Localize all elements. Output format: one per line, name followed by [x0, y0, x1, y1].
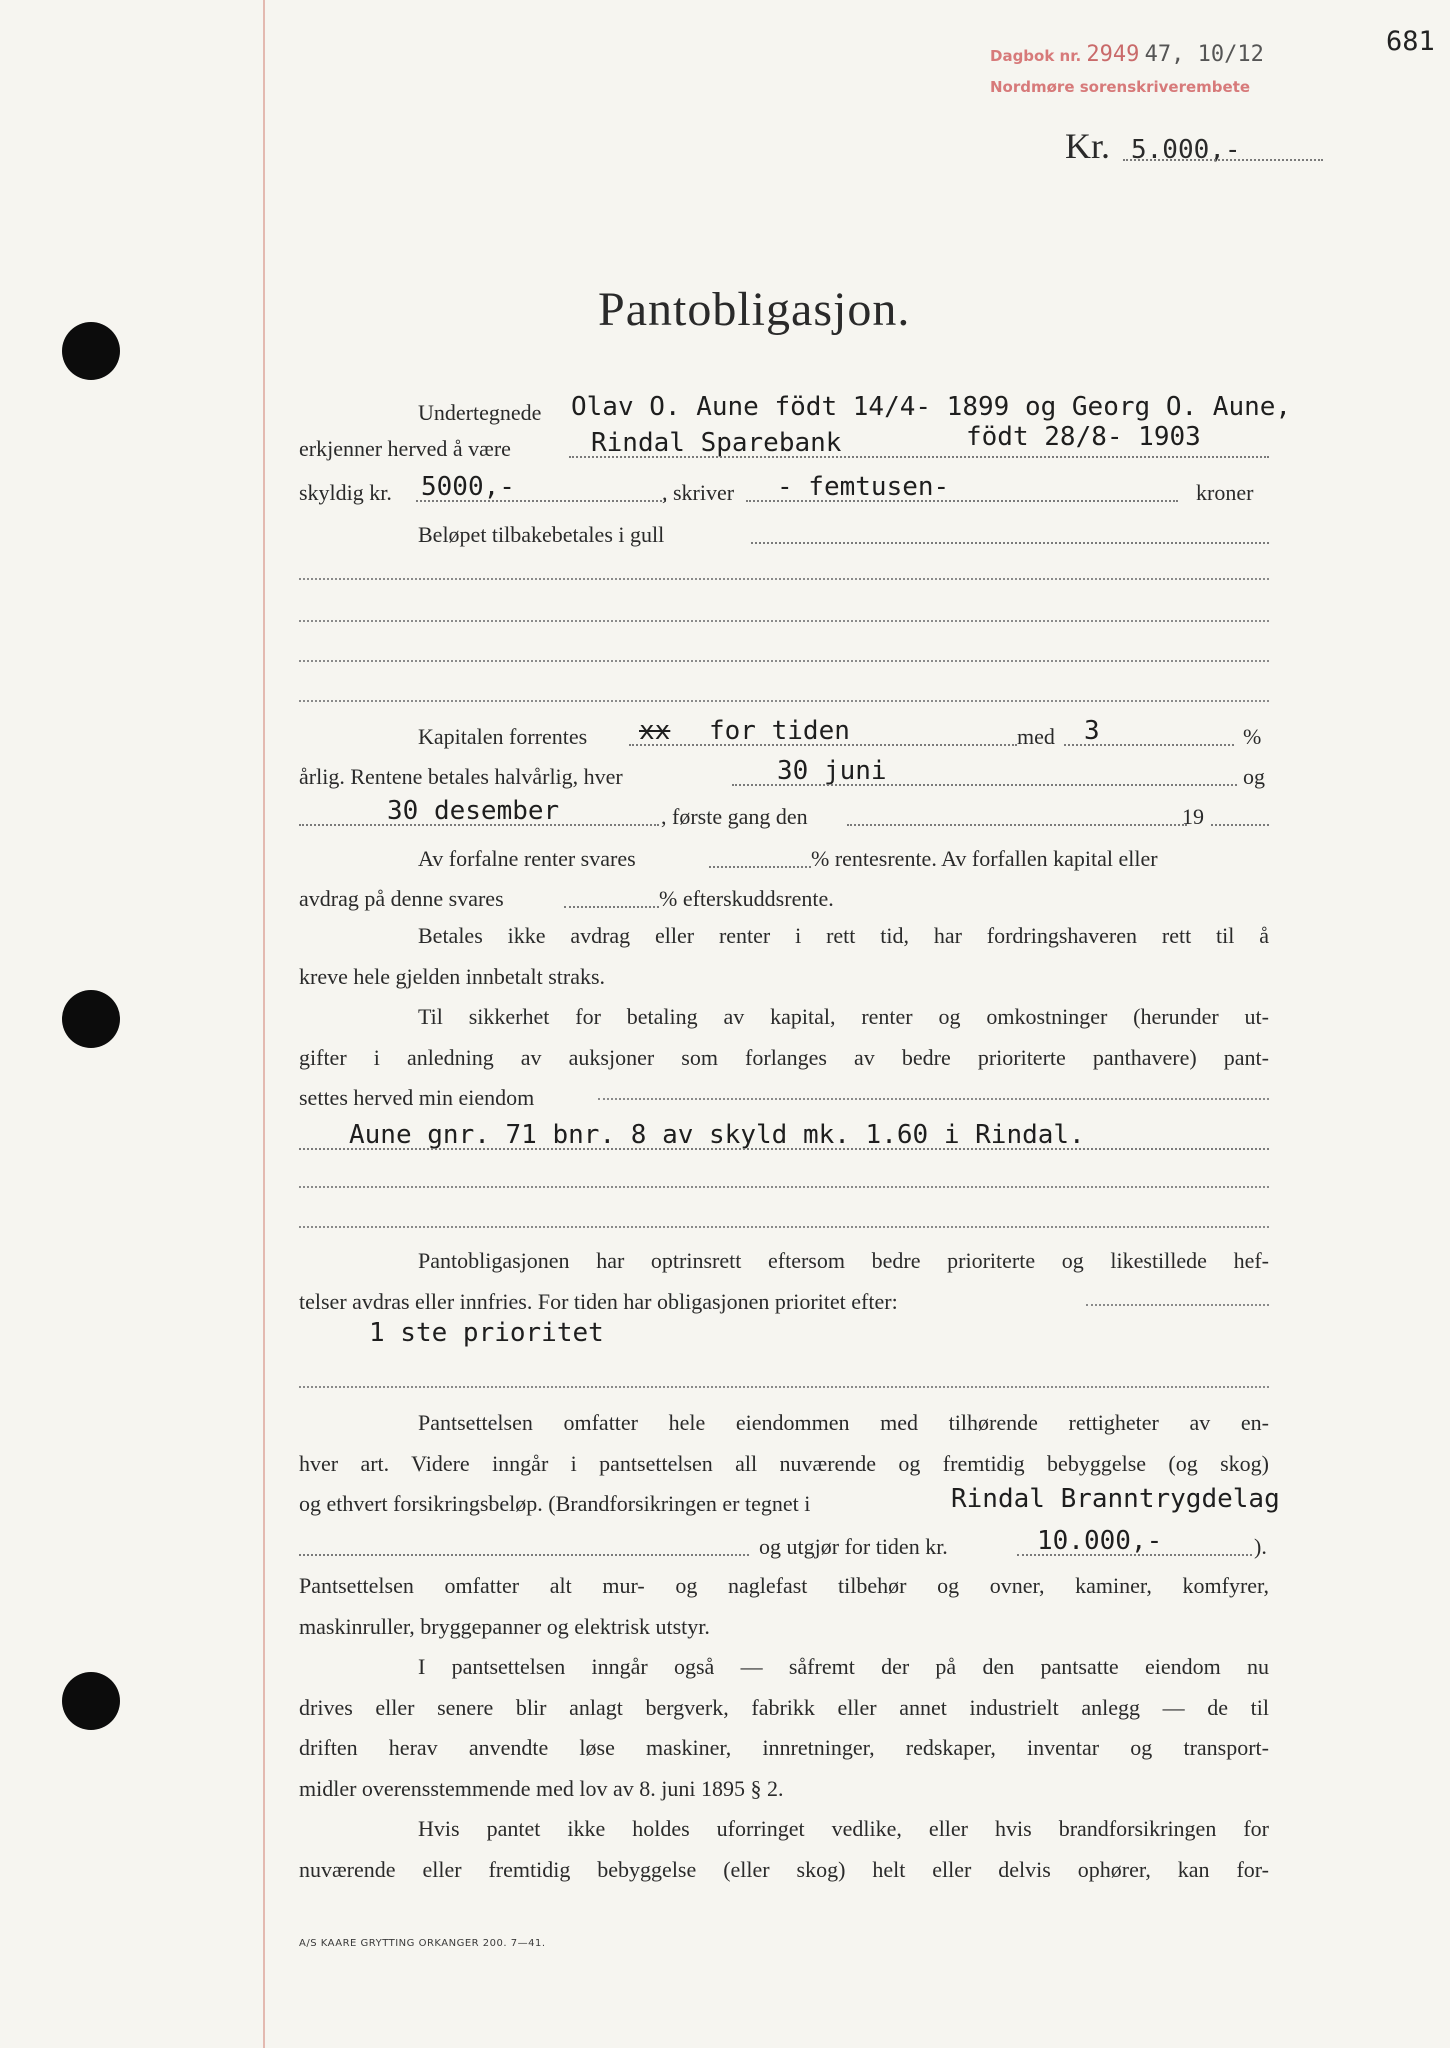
blank-rule: [299, 660, 1269, 662]
paragraph-row: Til sikkerhet for betaling av kapital, renter og omkostninger (herunder ut-: [418, 1004, 1269, 1029]
debtor-value: Olav O. Aune födt 14/4- 1899 og Georg O. Aune,: [571, 392, 1292, 422]
debt-words-label: , skriver: [662, 480, 735, 505]
first-payment-year: 19: [1182, 804, 1204, 829]
blank-rule: [299, 700, 1269, 702]
overdue-text-2a: avdrag på denne svares: [299, 886, 504, 911]
amount-dots: [1123, 159, 1323, 161]
blank-rule: [299, 1386, 1269, 1388]
creditor-extra: födt 28/8- 1903: [966, 422, 1201, 452]
paragraph-row: nuværende eller fremtidig bebyggelse (eller skog) helt eller delvis ophører, kan for-: [299, 1856, 1269, 1882]
amount-value: 5.000,-: [1131, 135, 1241, 165]
interest-value: for tiden: [709, 716, 850, 746]
blank-rule: [299, 1186, 1269, 1188]
repayment-label: Beløpet tilbakebetales i gull: [418, 522, 665, 547]
insurance-close: ).: [1254, 1534, 1267, 1559]
property-line: [299, 1120, 1269, 1160]
paragraph-row: kreve hele gjelden innbetalt straks.: [299, 963, 606, 989]
interest-percent: %: [1243, 724, 1262, 749]
stamp-prefix: Dagbok nr.: [990, 47, 1082, 65]
paragraph-row: settes herved min eiendom: [299, 1085, 535, 1110]
overdue-text-1b: % rentesrente. Av forfallen kapital eller: [811, 846, 1158, 871]
paragraph-row: telser avdras eller innfries. For tiden har obligasjonen prioritet efter:: [299, 1288, 898, 1314]
registry-stamp: [990, 42, 1264, 67]
interest-date2: 30 desember: [387, 796, 560, 826]
printer-imprint: A/S KAARE GRYTTING ORKANGER 200. 7—41.: [299, 1938, 546, 1949]
amount: [1065, 125, 1241, 167]
punch-hole: [62, 322, 120, 380]
blank-rule: [299, 578, 1269, 580]
insurer-line: [299, 1478, 1280, 1518]
punch-hole: [62, 1672, 120, 1730]
debt-value: 5000,-: [421, 472, 515, 502]
interest-payment-label: årlig. Rentene betales halvårlig, hver: [299, 764, 623, 789]
blank-rule: [299, 620, 1269, 622]
debtor-label: Undertegnede: [418, 400, 542, 425]
paragraph-row: hver art. Videre inngår i pantsettelsen all nuværende og fremtidig bebyggelse (og skog): [299, 1450, 1269, 1476]
property-value: Aune gnr. 71 bnr. 8 av skyld mk. 1.60 i Rindal.: [349, 1120, 1085, 1150]
margin-rule: [263, 0, 265, 2048]
amount-label: Kr.: [1065, 126, 1110, 166]
interest-struck: xx: [639, 716, 671, 746]
punch-hole: [62, 990, 120, 1048]
priority-value-line: [299, 1318, 1269, 1358]
paragraph-row: Pantsettelsen omfatter hele eiendommen med tilhørende rettigheter av en-: [418, 1410, 1269, 1435]
document-title: Pantobligasjon.: [598, 283, 911, 336]
paragraph-row: Betales ikke avdrag eller renter i rett tid, har fordringshaveren rett til å: [418, 923, 1269, 948]
paragraph-row: midler overensstemmende med lov av 8. juni 1895 § 2.: [299, 1775, 784, 1801]
priority-paragraph: [299, 1241, 1269, 1322]
interest-payment-line: [299, 756, 1269, 796]
paragraph-row: gifter i anledning av auksjoner som forlanges av bedre prioriterte panthavere) pant-: [299, 1044, 1269, 1070]
overdue-text-1a: Av forfalne renter svares: [418, 846, 636, 871]
creditor-label: erkjenner herved å være: [299, 436, 511, 461]
stamp-office: Nordmøre sorenskriverembete: [990, 78, 1251, 96]
creditor-value: Rindal Sparebank: [591, 428, 842, 458]
overdue-line-1: [299, 838, 1269, 878]
paragraph-row: maskinruller, bryggepanner og elektrisk utstyr.: [299, 1613, 710, 1639]
creditor-line: [299, 422, 1269, 468]
paragraph-row: drives eller senere blir anlagt bergverk, fabrikk eller annet industrielt anlegg — de til: [299, 1694, 1269, 1720]
interest-date1: 30 juni: [777, 756, 887, 786]
insurance-value: 10.000,-: [1037, 1526, 1163, 1556]
property-rule: [598, 1098, 1269, 1100]
stamp-number: 2949: [1086, 42, 1140, 67]
overdue-line-2: [299, 878, 1269, 918]
first-payment-label: , første gang den: [661, 804, 808, 829]
insurance-label: og utgjør for tiden kr.: [759, 1534, 948, 1559]
default-paragraph: [299, 916, 1269, 997]
priority-value: 1 ste prioritet: [369, 1318, 604, 1348]
maintenance-paragraph: [299, 1809, 1269, 1890]
debt-line: [299, 472, 1269, 512]
paragraph-row: I pantsettelsen inngår også — såfremt der på den pantsatte eiendom nu: [418, 1654, 1269, 1679]
paragraph-row: Hvis pantet ikke holdes uforringet vedlike, eller hvis brandforsikringen for: [418, 1816, 1269, 1841]
first-payment-line: [299, 796, 1269, 836]
security-paragraph: [299, 997, 1269, 1119]
stamp-date: 47, 10/12: [1144, 42, 1264, 67]
insurance-line: [299, 1526, 1269, 1566]
priority-rule: [1086, 1304, 1269, 1306]
paragraph-row: Pantsettelsen omfatter alt mur- og naglefast tilbehør og ovner, kaminer, komfyrer,: [299, 1573, 1269, 1598]
debt-label: skyldig kr.: [299, 480, 392, 505]
industry-paragraph: [299, 1647, 1269, 1809]
overdue-text-2b: % efterskuddsrente.: [659, 886, 834, 911]
debt-currency: kroner: [1196, 480, 1254, 505]
insurer-value: Rindal Branntrygdelag: [951, 1484, 1280, 1514]
repayment-line: [299, 514, 1269, 554]
folio-number: 681: [1386, 26, 1435, 57]
interest-og: og: [1243, 764, 1265, 789]
interest-rate: 3: [1084, 716, 1100, 746]
debt-words-value: - femtusen-: [777, 472, 950, 502]
paragraph-row: driften herav anvendte løse maskiner, innretninger, redskaper, inventar og transport-: [299, 1735, 1269, 1760]
fixtures-paragraph: [299, 1566, 1269, 1647]
interest-line: [299, 716, 1269, 756]
paragraph-row: og ethvert forsikringsbeløp. (Brandforsikringen er tegnet i: [299, 1491, 811, 1516]
paragraph-row: Pantobligasjonen har optrinsrett eftersom bedre prioriterte og likestillede hef-: [418, 1248, 1269, 1273]
interest-label: Kapitalen forrentes: [418, 724, 588, 749]
blank-rule: [299, 1226, 1269, 1228]
interest-rate-label: med: [1017, 724, 1055, 749]
